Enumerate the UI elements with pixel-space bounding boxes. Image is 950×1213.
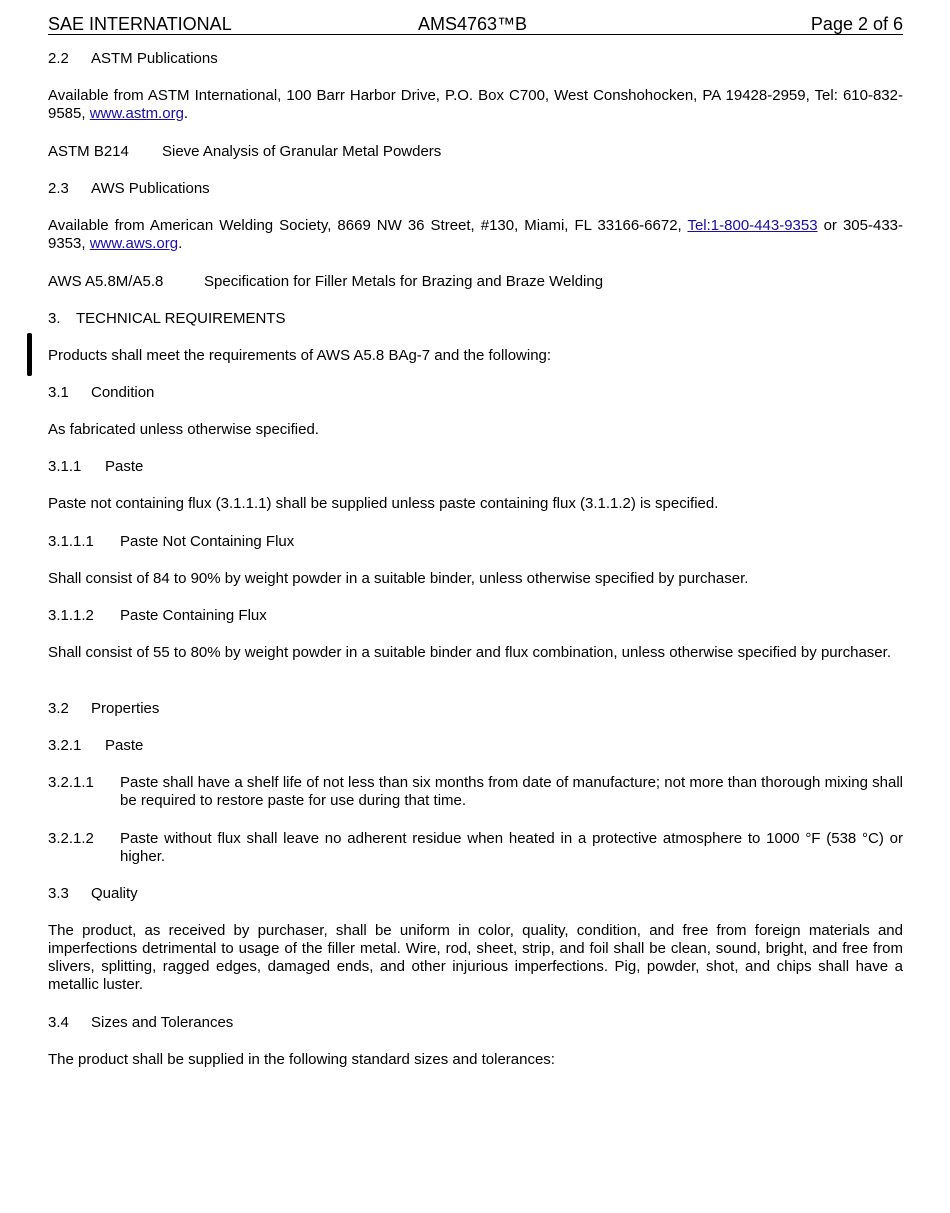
section-text: Paste shall have a shelf life of not less than six months from date of manufacture; not more than thorough mixing shall be required to restore paste for use during that time. [120,774,903,809]
section-number: 3.1.1.1 [48,533,94,550]
section-number: 3.2.1.2 [48,830,94,847]
section-3-1-1-text: Paste not containing flux (3.1.1.1) shall be supplied unless paste containing flux (3.1.1.2) is specified. [48,495,719,512]
section-3-intro: Products shall meet the requirements of AWS A5.8 BAg-7 and the following: [48,347,552,364]
section-title: Quality [91,885,138,902]
aws-website-link[interactable]: www.aws.org [89,235,179,252]
section-text: Paste without flux shall leave no adherent residue when heated in a protective atmosphere to 1000 °F (538 °C) or higher. [120,830,903,865]
header-page-number: Page 2 of 6 [810,14,903,34]
section-title: Condition [91,384,155,401]
aws-telephone-link[interactable]: Tel:1-800-443-9353 [687,217,818,234]
section-number: 3.4 [48,1014,69,1031]
header-document-number: AMS4763™B [418,14,528,34]
section-3-2-1-2 [48,830,903,866]
section-number: 3.2.1 [48,737,82,754]
section-number: 3. [48,310,61,327]
aws-availability-paragraph: Available from American Welding Society, 8669 NW 36 Street, #130, Miami, FL 33166-6672, Tel:1-800-443-9353 or 305-433-9353, www.aws.org. [48,217,903,252]
section-3-1-1-2-text: Shall consist of 55 to 80% by weight powder in a suitable binder and flux combination, unless otherwise specified by purchaser. [48,644,891,661]
section-number: 2.2 [48,50,69,67]
section-title: TECHNICAL REQUIREMENTS [76,310,286,327]
section-3-3-text: The product, as received by purchaser, shall be uniform in color, quality, condition, and free from foreign materials and imperfections detrimental to usage of the filler metal. Wire, rod, sheet, strip, and foil shall be clean, sound, bright, and free from slivers, splitting, ragged edges, damaged ends, and other injurious imperfections. Pig, powder, shot, and chips shall have a metallic luster. [48,922,903,993]
section-title: Paste [105,458,144,475]
section-number: 3.1.1 [48,458,82,475]
section-title: Paste Not Containing Flux [120,533,295,550]
section-title: Paste Containing Flux [120,607,267,624]
section-number: 3.2.1.1 [48,774,94,791]
reference-code: ASTM B214 [48,143,129,160]
astm-website-link[interactable]: www.astm.org [89,105,184,122]
section-3-1-text: As fabricated unless otherwise specified. [48,421,319,438]
section-title: ASTM Publications [91,50,218,67]
astm-availability-paragraph: Available from ASTM International, 100 Barr Harbor Drive, P.O. Box C700, West Conshohocken, PA 19428-2959, Tel: 610-832-9585, www.astm.org. [48,87,903,122]
section-number: 3.2 [48,700,69,717]
section-title: Properties [91,700,160,717]
reference-code: AWS A5.8M/A5.8 [48,273,164,290]
section-3-2-1-1 [48,774,903,810]
section-number: 2.3 [48,180,69,197]
section-number: 3.3 [48,885,69,902]
header-organization: SAE INTERNATIONAL [48,14,232,34]
section-3-4-text: The product shall be supplied in the following standard sizes and tolerances: [48,1051,555,1068]
section-number: 3.1.1.2 [48,607,94,624]
reference-title: Specification for Filler Metals for Brazing and Braze Welding [204,273,604,290]
page-header [48,13,903,35]
section-3-1-1-1-text: Shall consist of 84 to 90% by weight powder in a suitable binder, unless otherwise specified by purchaser. [48,570,749,587]
section-title: AWS Publications [91,180,210,197]
change-bar [27,333,32,376]
reference-title: Sieve Analysis of Granular Metal Powders [162,143,442,160]
section-number: 3.1 [48,384,69,401]
section-title: Paste [105,737,144,754]
section-title: Sizes and Tolerances [91,1014,234,1031]
